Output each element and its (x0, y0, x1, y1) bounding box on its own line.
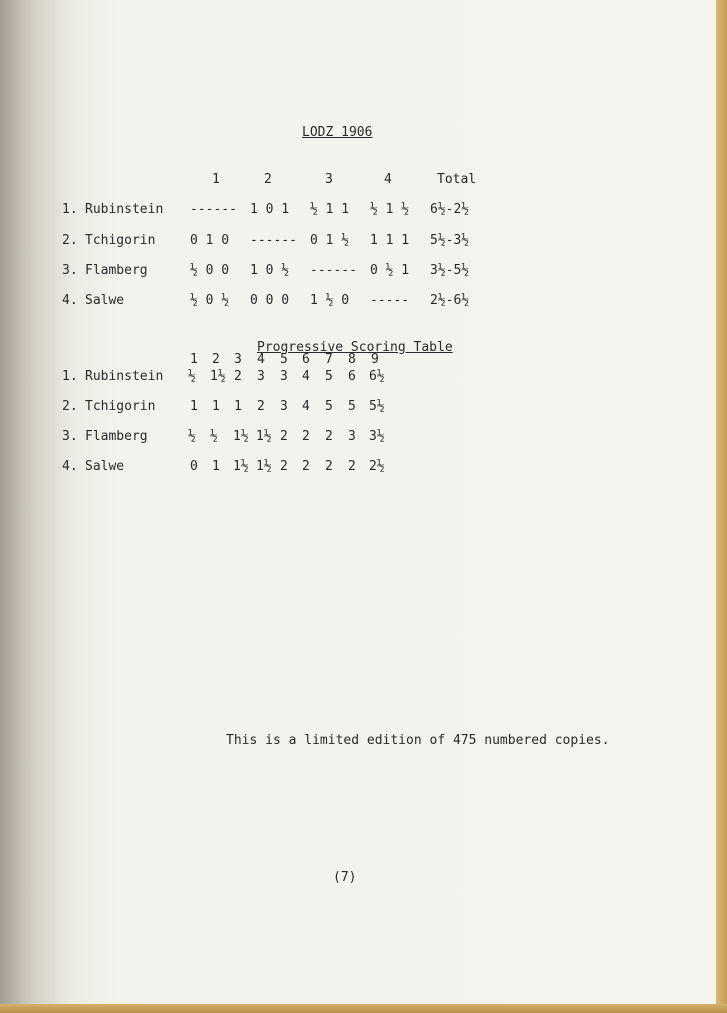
crosstable-cell: 0 ½ 1 (370, 263, 410, 278)
round-number: 3 (234, 352, 242, 367)
progressive-score: ½ (188, 369, 196, 384)
round-number: 8 (348, 352, 356, 367)
progressive-score: 1½ (210, 369, 226, 384)
progressive-score: 3½ (369, 429, 385, 444)
crosstable-cell: 1 ½ 0 (310, 293, 350, 308)
progressive-score: 2 (257, 399, 265, 414)
round-number: 6 (302, 352, 310, 367)
crosstable-player-name: Rubinstein (85, 202, 164, 217)
progressive-score: ½ (210, 429, 218, 444)
edition-note: This is a limited edition of 475 numbered copies. (226, 733, 610, 748)
progressive-score: 1 (190, 399, 198, 414)
round-number: 2 (212, 352, 220, 367)
progressive-score: ½ (188, 429, 196, 444)
crosstable-cell: ½ 0 ½ (190, 293, 230, 308)
round-number: 9 (371, 352, 379, 367)
crosstable-total: 3½-5½ (430, 263, 470, 278)
progressive-score: 6½ (369, 369, 385, 384)
crosstable-cell: ½ 0 0 (190, 263, 230, 278)
progressive-score: 3 (280, 399, 288, 414)
crosstable-cell: 0 1 0 (190, 233, 230, 248)
progressive-row-number: 1. (62, 369, 78, 384)
progressive-score: 5 (325, 399, 333, 414)
progressive-score: 3 (348, 429, 356, 444)
progressive-score: 1½ (256, 429, 272, 444)
crosstable-cell: 1 0 ½ (250, 263, 290, 278)
crosstable-cell: 1 0 1 (250, 202, 290, 217)
progressive-score: 1½ (256, 459, 272, 474)
crosstable-player-name: Tchigorin (85, 233, 156, 248)
crosstable-total: 5½-3½ (430, 233, 470, 248)
crosstable-total: 6½-2½ (430, 202, 470, 217)
progressive-score: 1 (212, 399, 220, 414)
progressive-player-name: Rubinstein (85, 369, 164, 384)
progressive-score: 2 (280, 429, 288, 444)
round-number: 5 (280, 352, 288, 367)
crosstable-cell: ------ (250, 233, 297, 248)
progressive-score: 5 (348, 399, 356, 414)
crosstable-cell: 0 0 0 (250, 293, 290, 308)
progressive-score: 6 (348, 369, 356, 384)
progressive-score: 2 (348, 459, 356, 474)
page-edge-bottom (0, 1004, 727, 1013)
progressive-score: 1½ (233, 459, 249, 474)
progressive-score: 1 (212, 459, 220, 474)
progressive-score: 2 (325, 429, 333, 444)
progressive-player-name: Salwe (85, 459, 125, 474)
crosstable-cell: 0 1 ½ (310, 233, 350, 248)
progressive-score: 2 (325, 459, 333, 474)
crosstable-player-name: Salwe (85, 293, 125, 308)
crosstable-cell: ½ 1 ½ (370, 202, 410, 217)
progressive-table-title: Progressive Scoring Table (257, 340, 453, 355)
crosstable-cell: ½ 1 1 (310, 202, 350, 217)
progressive-score: 2 (234, 369, 242, 384)
crosstable-player-name: Flamberg (85, 263, 148, 278)
progressive-score: 2 (302, 459, 310, 474)
progressive-player-name: Flamberg (85, 429, 148, 444)
progressive-row-number: 3. (62, 429, 78, 444)
round-number: 7 (325, 352, 333, 367)
crosstable-header-1: 1 (212, 172, 220, 187)
progressive-score: 3 (257, 369, 265, 384)
round-number: 1 (190, 352, 198, 367)
progressive-score: 4 (302, 369, 310, 384)
progressive-player-name: Tchigorin (85, 399, 156, 414)
progressive-score: 5 (325, 369, 333, 384)
crosstable-header-3: 3 (325, 172, 333, 187)
progressive-score: 2½ (369, 459, 385, 474)
crosstable-row-number: 4. (62, 293, 78, 308)
progressive-score: 4 (302, 399, 310, 414)
crosstable-row-number: 3. (62, 263, 78, 278)
crosstable-header-2: 2 (264, 172, 272, 187)
page-title: LODZ 1906 (302, 125, 373, 140)
page-number: (7) (333, 870, 357, 885)
crosstable-row-number: 1. (62, 202, 78, 217)
progressive-score: 5½ (369, 399, 385, 414)
progressive-score: 2 (280, 459, 288, 474)
progressive-row-number: 2. (62, 399, 78, 414)
crosstable-header-total: Total (437, 172, 477, 187)
progressive-row-number: 4. (62, 459, 78, 474)
page-edge-right (716, 0, 727, 1013)
crosstable-cell: ------ (310, 263, 357, 278)
progressive-score: 2 (302, 429, 310, 444)
progressive-score: 3 (280, 369, 288, 384)
crosstable-total: 2½-6½ (430, 293, 470, 308)
progressive-score: 1 (234, 399, 242, 414)
crosstable-row-number: 2. (62, 233, 78, 248)
crosstable-header-4: 4 (384, 172, 392, 187)
crosstable-cell: 1 1 1 (370, 233, 410, 248)
progressive-score: 0 (190, 459, 198, 474)
crosstable-cell: ----- (370, 293, 410, 308)
round-number: 4 (257, 352, 265, 367)
progressive-score: 1½ (233, 429, 249, 444)
crosstable-cell: ------ (190, 202, 237, 217)
